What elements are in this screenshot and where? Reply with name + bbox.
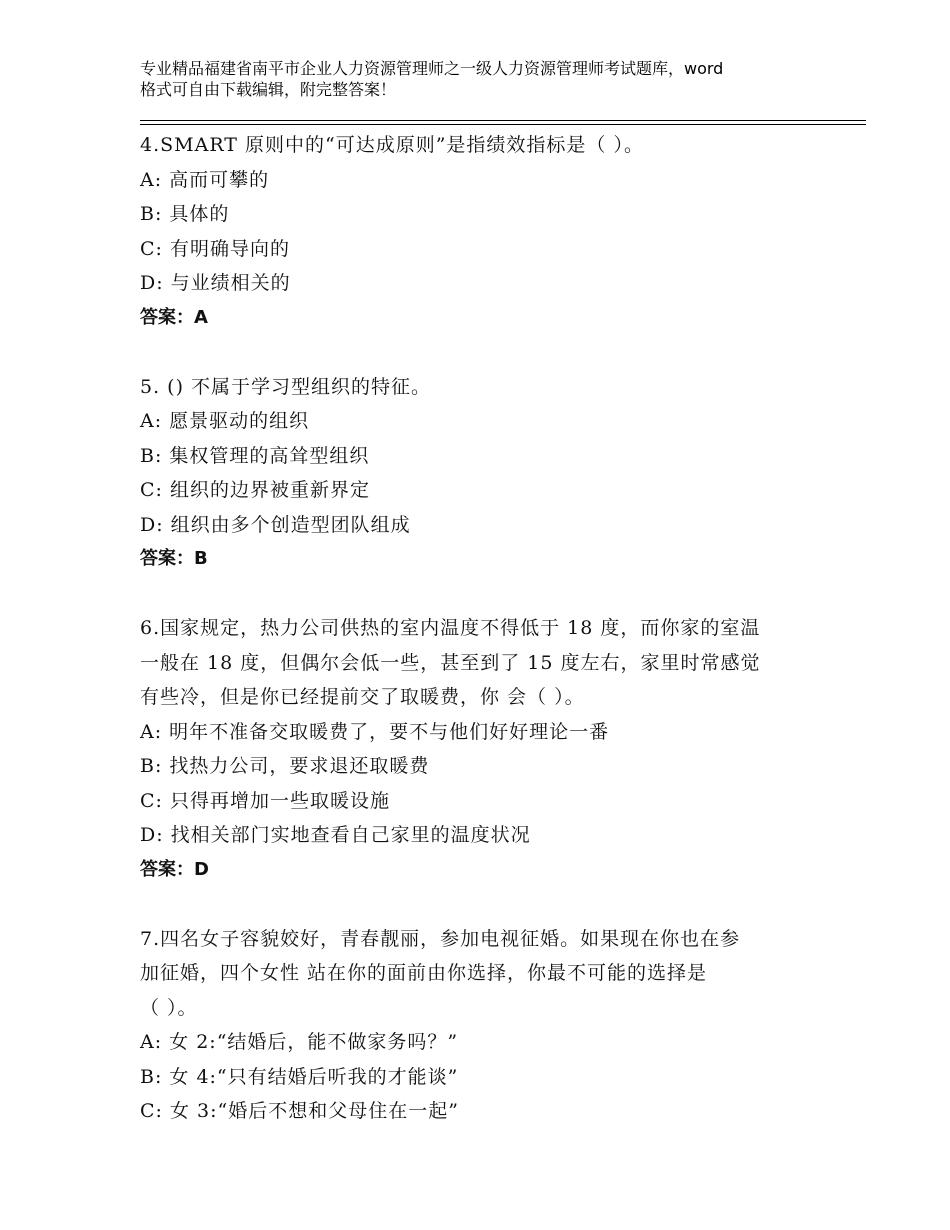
option-a: A: 明年不准备交取暖费了，要不与他们好好理论一番	[140, 720, 610, 743]
option-c: C: 有明确导向的	[140, 237, 290, 260]
header-divider-bottom	[140, 124, 866, 125]
answer-label: 答案：D	[140, 858, 209, 880]
option-b: B: 具体的	[140, 203, 230, 225]
answer-label: 答案：B	[140, 548, 208, 569]
question-text-line-2: 加征婚，四个女性 站在你的面前由你选择，你最不可能的选择是	[140, 962, 708, 984]
question-text: 4.SMART 原则中的“可达成原则”是指绩效指标是（ ）。	[140, 134, 644, 156]
option-d: D: 组织由多个创造型团队组成	[140, 513, 411, 536]
question-text-line-1: 7.四名女子容貌姣好，青春靓丽，参加电视征婚。如果现在你也在参	[140, 927, 741, 950]
question-5	[140, 370, 820, 577]
option-b: B: 集权管理的高耸型组织	[140, 444, 370, 467]
option-d: D: 与业绩相关的	[140, 272, 291, 294]
answer-label: 答案：A	[140, 306, 208, 328]
header-line-2: 格式可自由下载编辑，附完整答案！	[140, 80, 397, 99]
header-divider-top	[140, 120, 866, 121]
option-b: B: 找热力公司，要求退还取暖费	[140, 755, 430, 777]
option-c: C: 女 3:“婚后不想和父母住在一起”	[140, 1100, 459, 1122]
option-d: D: 找相关部门实地查看自己家里的温度状况	[140, 824, 531, 846]
header-line-1: 专业精品福建省南平市企业人力资源管理师之一级人力资源管理师考试题库，word	[140, 59, 724, 78]
question-7	[140, 922, 820, 1129]
question-text-line-1: 6.国家规定，热力公司供热的室内温度不得低于 18 度，而你家的室温	[140, 617, 761, 639]
question-4	[140, 128, 820, 335]
option-c: C: 只得再增加一些取暖设施	[140, 789, 390, 812]
document-header	[140, 58, 830, 100]
option-b: B: 女 4:“只有结婚后听我的才能谈”	[140, 1065, 459, 1088]
spacer	[140, 577, 820, 612]
option-c: C: 组织的边界被重新界定	[140, 479, 370, 501]
question-list	[140, 128, 820, 1129]
question-text-line-3: 有些冷，但是你已经提前交了取暖费，你 会（ ）。	[140, 686, 585, 708]
question-6	[140, 611, 820, 887]
option-a: A: 女 2:“结婚后，能不做家务吗？”	[140, 1031, 459, 1053]
spacer	[140, 887, 820, 922]
option-a: A: 高而可攀的	[140, 168, 270, 191]
question-text-line-3: （ ）。	[140, 996, 198, 1019]
question-text: 5. () 不属于学习型组织的特征。	[140, 375, 432, 398]
option-a: A: 愿景驱动的组织	[140, 410, 310, 432]
question-text-line-2: 一般在 18 度，但偶尔会低一些，甚至到了 15 度左右，家里时常感觉	[140, 651, 761, 674]
spacer	[140, 335, 820, 370]
